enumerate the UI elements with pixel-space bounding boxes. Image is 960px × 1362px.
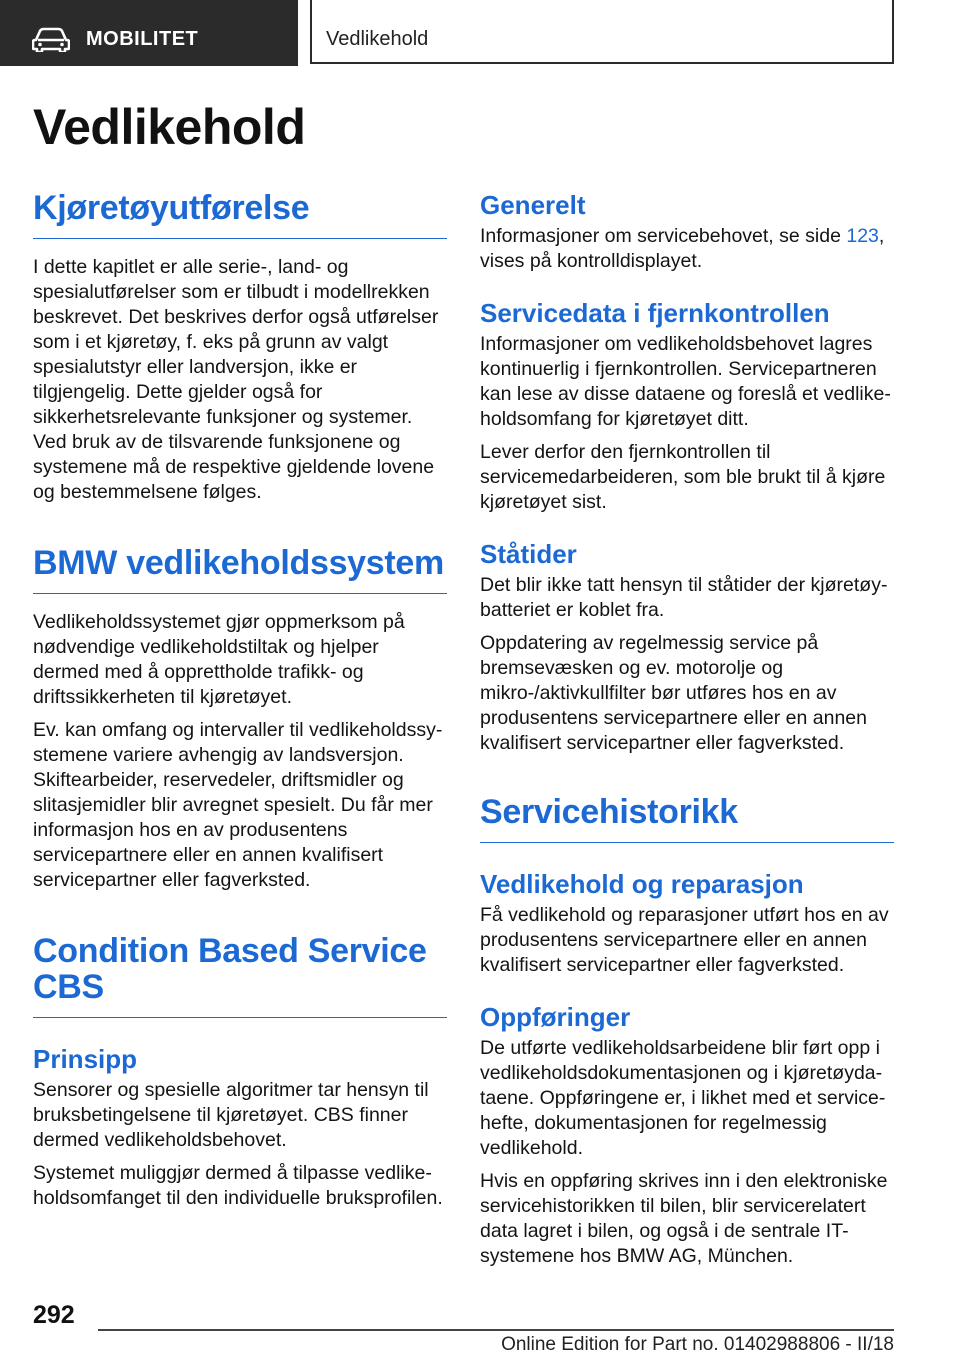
paragraph: Det blir ikke tatt hensyn til ståtider der kjøretøybatteriet er koblet fra. [480,574,888,621]
heading-cbs: Condition Based Service CBS [33,933,447,1018]
subheading-servicedata: Servicedata i fjernkontrollen [480,298,830,328]
paragraph: I dette kapitlet er alle serie-, land- og spesialutførelser som er tilbudt i modellrekken beskrevet. Det beskrives derfor også utførelser som i et kjøretøy, f. eks på grunn av valgt spesialutstyr eller landversjon, ikke er tilgjengelig. Dette gjelder også for sikkerhetsrelevante funksjoner og systemer. Ved bruk av de tilsvarende funksjonene og systemene må de respektive gjeldende lovene og bestemmelsene følges. [33,256,439,503]
text: , vises på kontrolldisplayet. [480,225,885,272]
left-column [33,190,447,1219]
chapter-label: Vedlikehold [326,28,429,50]
chapter-tab[interactable] [310,0,894,64]
paragraph: Sensorer og spesielle algoritmer tar hensyn til bruksbetingelsene til kjøretøyet. CBS finner dermed vedlikeholdsbehovet. [33,1079,429,1151]
paragraph: Vedlikeholdssystemet gjør oppmerksom på nødvendige vedlikeholdstiltak og hjelper dermed med å opprettholde trafikk- og driftssikkerheten til kjøretøyet. [33,611,405,708]
page-number: 292 [33,1301,75,1329]
subheading-staatider: Ståtider [480,539,577,569]
car-icon [32,26,70,52]
page-title: Vedlikehold [33,99,306,155]
subheading-prinsipp: Prinsipp [33,1044,138,1074]
section-label: MOBILITET [86,28,199,50]
paragraph: Hvis en oppføring skrives inn i den elektroniske servicehistorikken til bilen, blir servicerelatert data lagret i bilen, og også i de sentrale IT-systemene hos BMW AG, München. [480,1170,888,1267]
page-header [0,0,960,66]
heading-servicehistorikk: Servicehistorikk [480,794,894,843]
footer-edition-text: Online Edition for Part no. 01402988806 - II/18 [501,1334,894,1355]
paragraph: Ev. kan omfang og intervaller til vedlikeholdssystemene variere avhengig av landsversjon. Skiftearbeider, reservedeler, driftsmidler og slitasjemidler blir avregnet spesielt. Du får mer informasjon hos en av produsentens servicepartnere eller en annen kvalifisert servicepartner eller fagverksted. [33,719,443,891]
paragraph: Oppdatering av regelmessig service på bremsevæsken og ev. motorolje og mikro-/aktivkullfilter bør utføres hos en av produsentens servicepartnere eller en annen kvalifisert servicepartner eller fagverksted. [480,632,868,754]
heading-kjoretoyutforelse: Kjøretøyutførelse [33,190,447,239]
section-tab[interactable] [0,0,298,66]
paragraph: Få vedlikehold og reparasjoner utført hos en av produsentens servicepartnere eller en annen kvalifisert servicepartner eller fagverksted. [480,904,889,976]
subheading-generelt: Generelt [480,190,586,220]
heading-bmw-vedlikeholdssystem: BMW vedlikeholdssystem [33,545,447,594]
subheading-vedlikehold-og-reparasjon: Vedlikehold og reparasjon [480,869,804,899]
paragraph: Systemet muliggjør dermed å tilpasse vedlikeholdsomfanget til den individuelle bruksprofilen. [33,1162,443,1209]
page-link[interactable]: 123 [846,225,879,247]
paragraph [480,224,894,274]
paragraph: Informasjoner om vedlikeholdsbehovet lagres kontinuerlig i fjernkontrollen. Servicepartneren kan lese av disse dataene og foreslå et vedlikeholdsomfang for kjøretøyet ditt. [480,333,891,430]
paragraph: Lever derfor den fjernkontrollen til servicemedarbeideren, som ble brukt til å kjøre kjøretøyet sist. [480,441,886,513]
text: Informasjoner om servicebehovet, se side [480,225,847,247]
paragraph: De utførte vedlikeholdsarbeidene blir ført opp i vedlikeholdsdokumentasjonen og i kjøretøydataene. Oppføringene er, i likhet med et servicehefte, dokumentasjonen for regelmessig vedlikehold. [480,1037,886,1159]
footer-divider [98,1329,894,1331]
right-column [480,190,894,1277]
subheading-oppforinger: Oppføringer [480,1002,631,1032]
